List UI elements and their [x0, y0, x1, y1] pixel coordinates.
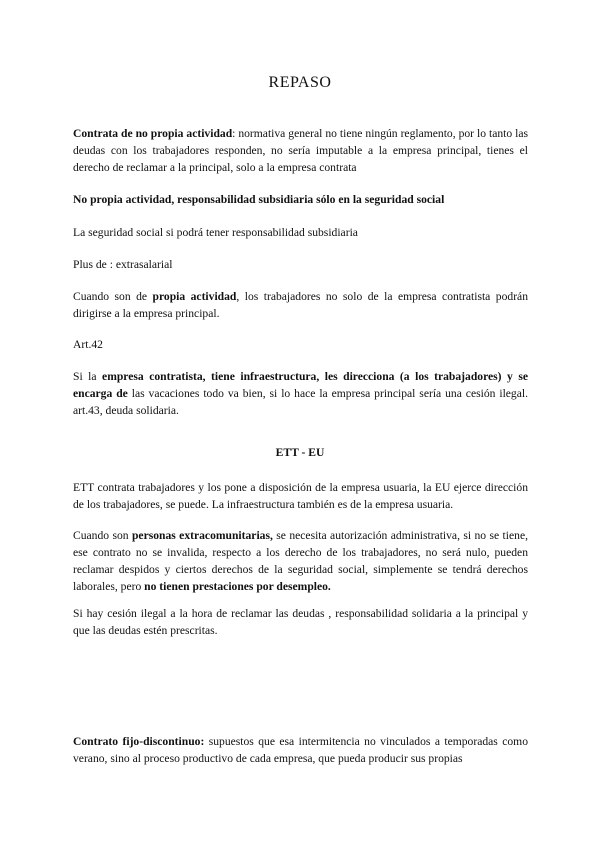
paragraph-text: Plus de : extrasalarial — [73, 258, 173, 271]
paragraph-no-propia-subsidiaria — [73, 191, 528, 208]
paragraph-text: Cuando son de — [73, 290, 153, 303]
term-contrata-no-propia: Contrata de no propia actividad — [73, 127, 233, 140]
paragraph-plus — [73, 256, 528, 273]
term-propia-actividad: propia actividad — [152, 290, 237, 303]
term-personas-extracomunitarias: personas extracomunitarias, — [131, 529, 273, 542]
document-title: REPASO — [268, 74, 332, 91]
paragraph-empresa-contratista — [73, 368, 528, 419]
paragraph-seguridad-social — [73, 224, 528, 241]
term-fijo-discontinuo: Contrato fijo-discontinuo: — [73, 735, 205, 748]
section-heading-ett-eu: ETT - EU — [275, 446, 325, 459]
paragraph-cesion-ilegal — [73, 605, 528, 639]
paragraph-text: se necesita autorización administrativa, si no se tiene, ese contrato no se invalida, respecto a los derecho de los trabajadores, no será nulo, pueden reclamar despidos y ciertos derechos de la seguridad social, simplemente se tendrá derechos laborales, pero — [73, 529, 528, 593]
paragraph-text: las vacaciones todo va bien, si lo hace la empresa principal sería una cesión ilegal. art.43, deuda solidaria. — [73, 387, 528, 417]
paragraph-fijo-discontinuo — [73, 733, 528, 767]
paragraph-text: Art.42 — [73, 338, 103, 351]
paragraph-text: Cuando son — [73, 529, 132, 542]
paragraph-text: La seguridad social si podrá tener responsabilidad subsidiaria — [73, 226, 358, 239]
paragraph-text: : normativa general no tiene ningún reglamento, por lo tanto las deudas con los trabajadores responden, no sería imputable a la empresa principal, tienes el derecho de reclamar a la principal, solo a la empresa contrata — [73, 127, 528, 174]
paragraph-text: Si hay cesión ilegal a la hora de reclamar las deudas , responsabilidad solidaria a la principal y que las deudas estén prescritas. — [73, 607, 528, 637]
paragraph-ett-contrata — [73, 479, 528, 513]
paragraph-propia-actividad — [73, 288, 528, 322]
term-no-prestaciones: no tienen prestaciones por desempleo. — [144, 580, 331, 593]
paragraph-text: Si la — [73, 370, 103, 383]
paragraph-contrata-no-propia — [73, 125, 528, 176]
paragraph-text: ETT contrata trabajadores y los pone a disposición de la empresa usuaria, la EU ejerce dirección de los trabajadores, se puede. La infraestructura también es de la empresa usuaria. — [73, 481, 528, 511]
paragraph-text: supuestos que esa intermitencia no vinculados a temporadas como verano, sino al proceso productivo de cada empresa, que pueda producir sus propias — [73, 735, 528, 765]
paragraph-extracomunitarias — [73, 527, 528, 595]
paragraph-text: , los trabajadores no solo de la empresa contratista podrán dirigirse a la empresa principal. — [73, 290, 528, 320]
term-empresa-contratista: empresa contratista, tiene infraestructura, les direcciona (a los trabajadores) y se encarga de — [73, 370, 528, 400]
paragraph-art42 — [73, 336, 528, 353]
heading-no-propia-subsidiaria: No propia actividad, responsabilidad subsidiaria sólo en la seguridad social — [73, 193, 445, 206]
